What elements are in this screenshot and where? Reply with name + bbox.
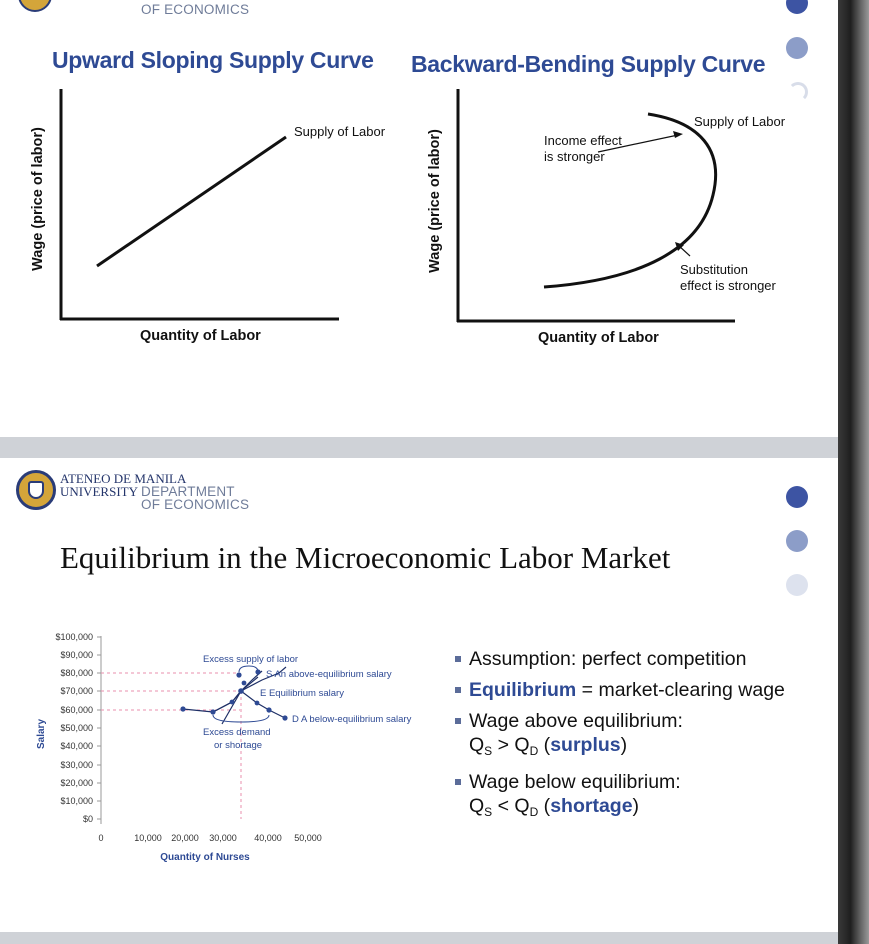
ateneo-seal-logo <box>16 470 56 510</box>
left-x-axis-label: Quantity of Labor <box>140 328 261 344</box>
left-supply-line <box>97 137 286 266</box>
x-tick-label: 40,000 <box>254 833 282 843</box>
bullet-highlight: shortage <box>550 795 633 817</box>
x-ticks <box>98 833 321 843</box>
point-s <box>236 672 241 677</box>
x-tick-label: 20,000 <box>171 833 199 843</box>
annotation-e-equilibrium: E Equilibrium salary <box>260 688 344 699</box>
income-effect-label-line2: is stronger <box>544 149 605 164</box>
bullet-list <box>455 647 833 831</box>
annotation-excess-demand-line1: Excess demand <box>203 727 271 738</box>
point-mid1 <box>230 700 235 705</box>
y-tick-label: $0 <box>82 814 93 824</box>
x-tick-label: 0 <box>98 833 104 843</box>
department-label: OF ECONOMICS <box>141 2 250 17</box>
point-mid3 <box>242 681 247 686</box>
income-effect-arrowhead <box>673 131 683 138</box>
point-d <box>282 715 287 720</box>
slide-dot-light <box>786 574 808 596</box>
point-e <box>238 688 244 694</box>
annotation-s-above: S An above-equilibrium salary <box>266 669 392 680</box>
right-y-axis-label: Wage (price of labor) <box>427 129 443 273</box>
annotation-excess-supply: Excess supply of labor <box>203 654 299 665</box>
excess-supply-bracket <box>239 666 258 672</box>
y-tick-label: $40,000 <box>60 741 93 751</box>
bullet-text: = market-clearing wage <box>576 679 785 701</box>
viewer-side-strip <box>838 0 869 944</box>
bullet-text: Assumption: perfect competition <box>469 648 747 670</box>
right-chart-title: Backward-Bending Supply Curve <box>411 51 766 77</box>
slide-title: Equilibrium in the Microeconomic Labor Market <box>60 540 671 575</box>
bullet-above-equilibrium <box>455 709 833 763</box>
y-tick-marks <box>97 637 101 819</box>
y-tick-label: $20,000 <box>60 778 93 788</box>
bullet-formula: $Q_S < Q_D$ (shortage) <box>469 795 640 819</box>
bullet-text: Wage above equilibrium: <box>469 710 683 732</box>
y-tick-label: $10,000 <box>60 796 93 806</box>
x-axis-title: Quantity of Nurses <box>160 852 250 863</box>
bullet-below-equilibrium <box>455 770 833 824</box>
income-effect-label-line1: Income effect <box>544 133 622 148</box>
department-label-top: DEPARTMENT <box>141 484 235 499</box>
y-tick-label: $70,000 <box>60 686 93 696</box>
y-tick-label: $60,000 <box>60 705 93 715</box>
right-curve-label: Supply of Labor <box>694 114 786 129</box>
right-x-axis-label: Quantity of Labor <box>538 330 659 346</box>
labor-market-chart <box>0 628 440 878</box>
point-excess-demand-right <box>266 707 271 712</box>
bullet-formula: $Q_S > Q_D$ (surplus) <box>469 734 628 758</box>
x-tick-label: 50,000 <box>294 833 322 843</box>
slide-equilibrium <box>0 458 838 932</box>
substitution-effect-label-line2: effect is stronger <box>680 278 776 293</box>
y-tick-label: $100,000 <box>55 632 93 642</box>
point-left-demand <box>180 706 185 711</box>
department-label: OF ECONOMICS <box>141 497 250 512</box>
left-curve-label: Supply of Labor <box>294 124 386 139</box>
slide-dot-dark <box>786 486 808 508</box>
university-name-line1: ATENEO DE MANILA <box>60 471 187 486</box>
substitution-effect-label-line1: Substitution <box>680 262 748 277</box>
bullet-assumption <box>455 647 833 671</box>
y-ticks <box>55 632 93 824</box>
bullet-highlight: surplus <box>550 734 621 756</box>
annotation-excess-demand-line2: or shortage <box>214 740 263 751</box>
left-y-axis-label: Wage (price of labor) <box>30 127 46 271</box>
supply-curve <box>213 671 262 712</box>
point-excess-demand-left <box>210 709 215 714</box>
point-mid2 <box>255 701 260 706</box>
y-tick-label: $30,000 <box>60 760 93 770</box>
university-name-line2: UNIVERSITY <box>60 484 138 499</box>
bullet-equilibrium <box>455 678 833 702</box>
annotation-d-below: D A below-equilibrium salary <box>292 714 412 725</box>
y-tick-label: $80,000 <box>60 668 93 678</box>
x-tick-label: 30,000 <box>209 833 237 843</box>
supply-curve-upper <box>222 677 258 724</box>
x-tick-label: 10,000 <box>134 833 162 843</box>
left-supply-chart <box>0 0 838 437</box>
left-chart-title: Upward Sloping Supply Curve <box>52 47 374 73</box>
y-axis-title: Salary <box>36 718 47 750</box>
bullet-text: Wage below equilibrium: <box>469 771 681 793</box>
y-tick-label: $90,000 <box>60 650 93 660</box>
slide-supply-curves <box>0 0 838 437</box>
slide-dot-medium <box>786 530 808 552</box>
y-tick-label: $50,000 <box>60 723 93 733</box>
bullet-highlight: Equilibrium <box>469 679 577 701</box>
